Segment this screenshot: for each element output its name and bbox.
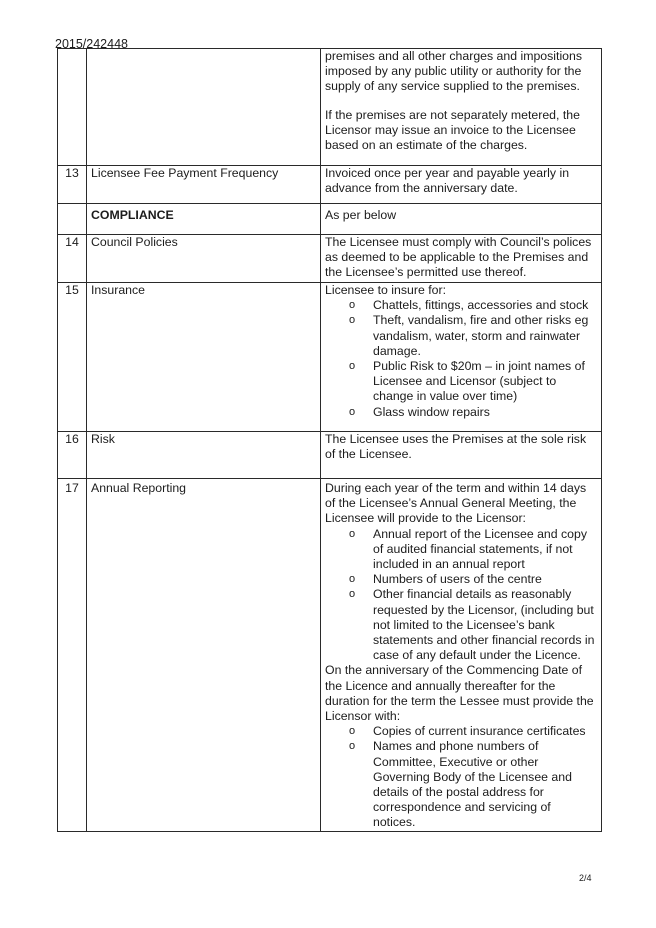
row-value: The Licensee uses the Premises at the sole risk of the Licensee. xyxy=(321,432,602,479)
row-value: Invoiced once per year and payable yearly in advance from the anniversary date. xyxy=(321,166,602,204)
insurance-intro: Licensee to insure for: xyxy=(325,283,446,297)
bullet-icon: o xyxy=(349,299,356,312)
list-item: o Other financial details as reasonably requested by the Licensor, (including but not limited to the Licensee’s bank statements and other financial records in case of any default under the Licence. xyxy=(349,587,595,663)
section-heading: COMPLIANCE xyxy=(87,204,321,235)
document-reference: 2015/242448 xyxy=(55,37,128,51)
bullet-icon: o xyxy=(349,588,356,601)
row-label: Council Policies xyxy=(87,235,321,283)
bullet-icon: o xyxy=(349,314,356,327)
bullet-icon: o xyxy=(349,360,356,373)
licence-schedule-table xyxy=(57,48,602,832)
charges-paragraph: premises and all other charges and impositions imposed by any public utility or authority for the supply of any service supplied to the premises. xyxy=(325,49,583,94)
table-row-16 xyxy=(58,432,602,479)
anniversary-intro: On the anniversary of the Commencing Date of the Licence and annually thereafter for the duration for the term the Lessee must provide the Licensor with: xyxy=(325,663,594,724)
list-item: o Glass window repairs xyxy=(349,404,490,419)
row-number: 17 xyxy=(58,479,87,832)
table-row-compliance xyxy=(58,204,602,235)
bullet-icon: o xyxy=(349,405,356,418)
reporting-list xyxy=(325,527,595,664)
list-item: o Public Risk to $20m – in joint names of Licensee and Licensor (subject to change in value over time) xyxy=(349,359,585,404)
reporting-intro: During each year of the term and within 14 days of the Licensee’s Annual General Meeting, the Licensee will provide to the Licensor: xyxy=(325,481,587,526)
page-number: 2/4 xyxy=(579,873,592,883)
row-value-cell xyxy=(321,49,602,166)
table-row-17 xyxy=(58,479,602,832)
row-value xyxy=(321,479,602,832)
list-item: o Numbers of users of the centre xyxy=(349,572,542,587)
row-number: 16 xyxy=(58,432,87,479)
row-number-cell xyxy=(58,49,87,166)
list-item: o Names and phone numbers of Committee, Executive or other Governing Body of the Licensee and details of the postal address for correspondence and servicing of notices. xyxy=(349,739,572,830)
metering-paragraph: If the premises are not separately metered, the Licensor may issue an invoice to the Licensee based on an estimate of the charges. xyxy=(325,107,580,153)
list-item: o Copies of current insurance certificates xyxy=(349,724,586,739)
list-item: o Theft, vandalism, fire and other risks eg vandalism, water, storm and rainwater damage. xyxy=(349,313,589,358)
row-label-cell xyxy=(87,49,321,166)
insurance-list xyxy=(325,298,595,420)
bullet-icon: o xyxy=(349,573,356,586)
bullet-icon: o xyxy=(349,740,356,753)
row-label: Insurance xyxy=(87,283,321,432)
list-item: o Chattels, fittings, accessories and stock xyxy=(349,298,589,313)
row-label: Risk xyxy=(87,432,321,479)
list-item: o Annual report of the Licensee and copy of audited financial statements, if not included in an annual report xyxy=(349,526,587,572)
row-label: Licensee Fee Payment Frequency xyxy=(87,166,321,204)
anniversary-list xyxy=(325,724,595,830)
bullet-icon: o xyxy=(349,725,356,738)
row-value: The Licensee must comply with Council’s polices as deemed to be applicable to the Premises and the Licensee’s permitted use thereof. xyxy=(321,235,602,283)
table-row xyxy=(58,49,602,166)
row-number: 15 xyxy=(58,283,87,432)
table-row-15 xyxy=(58,283,602,432)
bullet-icon: o xyxy=(349,527,356,540)
row-value: As per below xyxy=(321,204,602,235)
table-row-14 xyxy=(58,235,602,283)
row-number: 14 xyxy=(58,235,87,283)
table-row-13 xyxy=(58,166,602,204)
row-number: 13 xyxy=(58,166,87,204)
row-label: Annual Reporting xyxy=(87,479,321,832)
row-value xyxy=(321,283,602,432)
